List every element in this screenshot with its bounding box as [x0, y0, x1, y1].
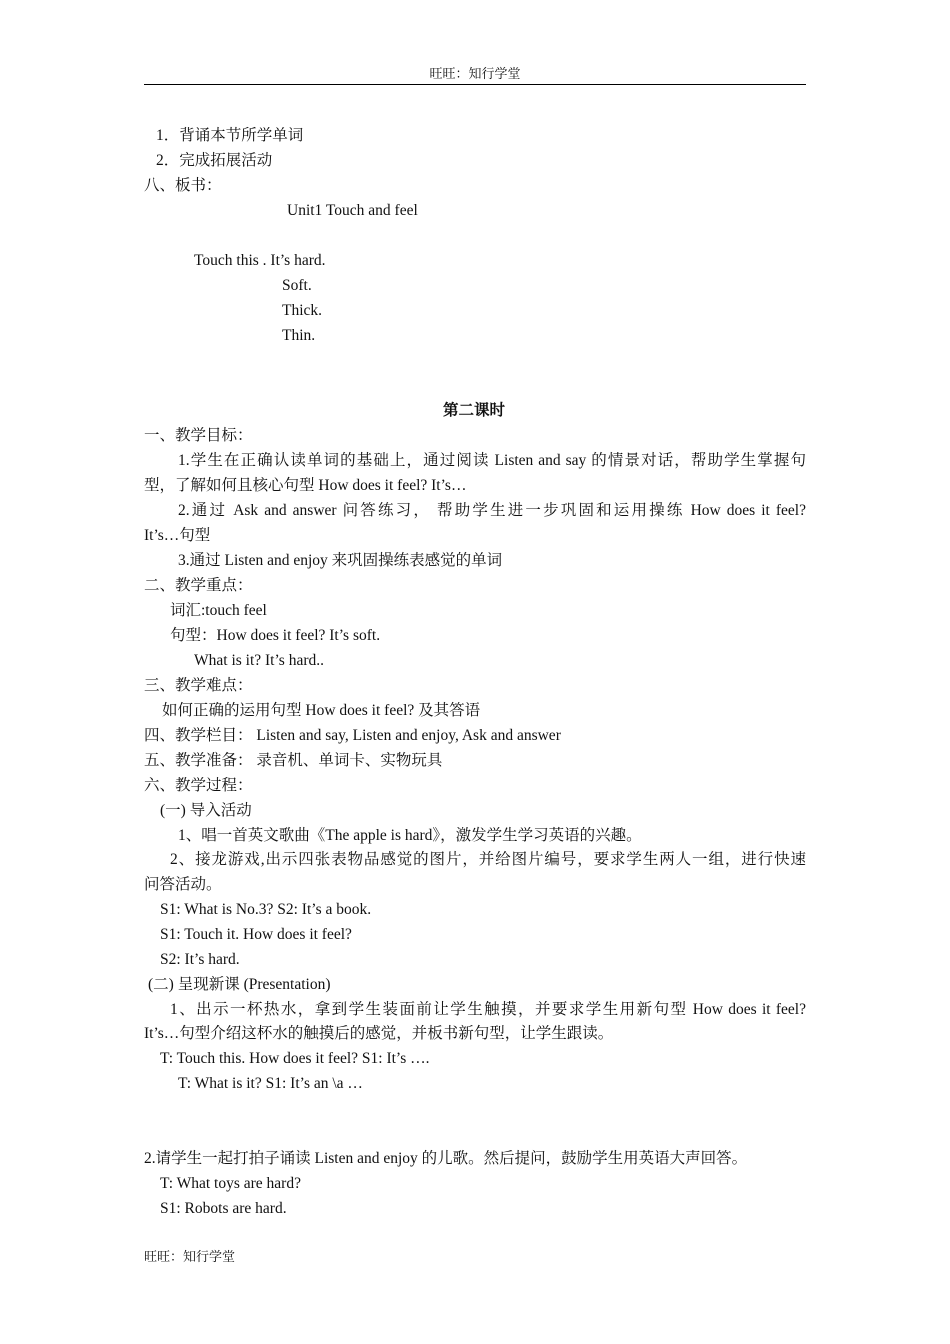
- text-line: 1.学生在正确认读单词的基础上，通过阅读 Listen and say 的情景对话，帮助学生掌握句: [178, 452, 806, 469]
- text-line: (二) 呈现新课 (Presentation): [148, 976, 331, 993]
- text-line: 三、教学难点：: [144, 677, 253, 694]
- page-header: 旺旺：知行学堂: [429, 66, 521, 81]
- text-line: 2、接龙游戏,出示四张表物品感觉的图片，并给图片编号，要求学生两人一组，进行快速: [170, 851, 806, 868]
- text-line: T: What toys are hard?: [160, 1175, 301, 1192]
- text-line: S1: Robots are hard.: [160, 1200, 287, 1217]
- text-line: 1、唱一首英文歌曲《The apple is hard》，激发学生学习英语的兴趣。: [178, 827, 642, 844]
- text-line: T: What is it? S1: It’s an \a …: [178, 1075, 363, 1092]
- text-line: 八、板书：: [144, 177, 222, 194]
- text-line: Thin.: [282, 327, 316, 344]
- text-line: (一) 导入活动: [160, 802, 252, 819]
- text-line: 如何正确的运用句型 How does it feel? 及其答语: [162, 702, 481, 719]
- text-line: 问答活动。: [144, 876, 222, 893]
- text-line: 3.通过 Listen and enjoy 来巩固操练表感觉的单词: [178, 552, 503, 569]
- text-line: 型，了解如何且核心句型 How does it feel? It’s…: [144, 477, 467, 494]
- section-title: 第二课时: [443, 402, 506, 419]
- text-line: 2.通过 Ask and answer 问答练习， 帮助学生进一步巩固和运用操练 How does it feel?: [178, 502, 806, 519]
- text-line: Thick.: [282, 302, 323, 319]
- text-line: S2: It’s hard.: [160, 951, 240, 968]
- text-line: 2.请学生一起打拍子诵读 Listen and enjoy 的儿歌。然后提问，鼓励学生用英语大声回答。: [144, 1150, 748, 1167]
- text-line: T: Touch this. How does it feel? S1: It’s ….: [160, 1050, 430, 1067]
- text-line: 五、教学准备： 录音机、单词卡、实物玩具: [144, 752, 443, 769]
- text-line: 2．完成拓展活动: [156, 152, 273, 169]
- text-line: Touch this . It’s hard.: [194, 252, 326, 269]
- text-line: 六、教学过程：: [144, 777, 253, 794]
- text-line: 四、教学栏目： Listen and say, Listen and enjoy, Ask and answer: [144, 727, 561, 744]
- text-line: 一、教学目标：: [144, 427, 253, 444]
- text-line: 二、教学重点：: [144, 577, 253, 594]
- header-rule: [144, 84, 806, 85]
- text-line: What is it? It’s hard..: [194, 652, 324, 669]
- page-footer: 旺旺：知行学堂: [144, 1249, 236, 1264]
- text-line: 句型：How does it feel? It’s soft.: [170, 627, 381, 644]
- text-line: It’s…句型介绍这杯水的触摸后的感觉，并板书新句型，让学生跟读。: [144, 1025, 614, 1042]
- text-line: 1．背诵本节所学单词: [156, 127, 304, 144]
- text-line: S1: Touch it. How does it feel?: [160, 926, 352, 943]
- text-line: Soft.: [282, 277, 312, 294]
- text-line: S1: What is No.3? S2: It’s a book.: [160, 901, 372, 918]
- text-line: 1、出示一杯热水，拿到学生装面前让学生触摸，并要求学生用新句型 How does it feel?: [170, 1001, 806, 1018]
- text-line: 词汇:touch feel: [170, 602, 267, 619]
- text-line: It’s…句型: [144, 527, 211, 544]
- text-line: Unit1 Touch and feel: [287, 202, 418, 219]
